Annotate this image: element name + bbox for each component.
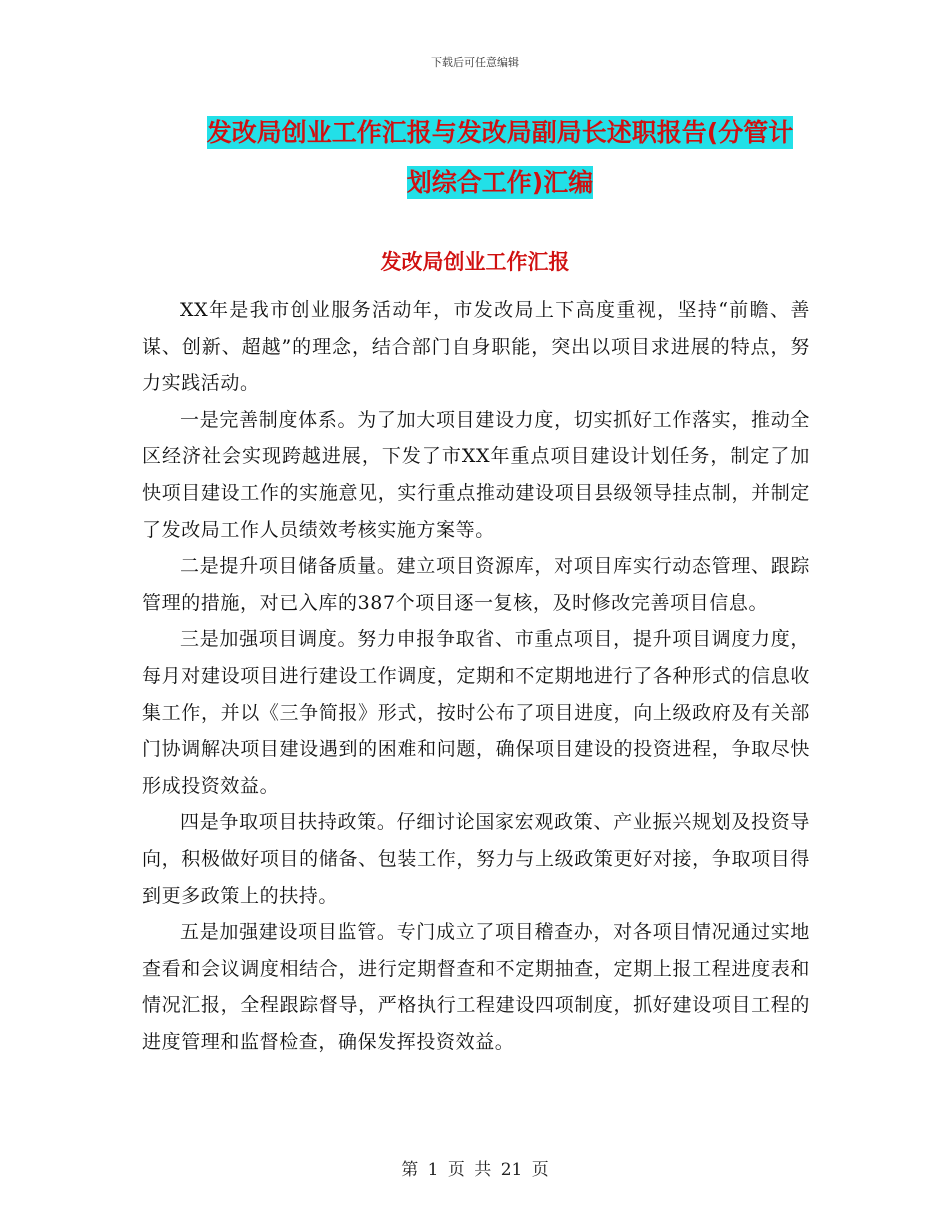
document-title-line-1: 发改局创业工作汇报与发改局副局长述职报告(分管计 <box>206 118 794 147</box>
paragraph: 四是争取项目扶持政策。仔细讨论国家宏观政策、产业振兴规划及投资导向，积极做好项目的储备、包装工作，努力与上级政策更好对接，争取项目得到更多政策上的扶持。 <box>142 811 810 907</box>
document-body <box>142 292 810 1060</box>
section-title: 发改局创业工作汇报 <box>380 250 570 274</box>
document-title-line-2: 划综合工作)汇编 <box>406 168 594 197</box>
paragraph: 二是提升项目储备质量。建立项目资源库，对项目库实行动态管理、跟踪管理的措施，对已入库的387个项目逐一复核，及时修改完善项目信息。 <box>142 555 810 614</box>
paragraph: 三是加强项目调度。努力申报争取省、市重点项目，提升项目调度力度，每月对建设项目进行建设工作调度，定期和不定期地进行了各种形式的信息收集工作，并以《三争简报》形式，按时公布了项目进度，向上级政府及有关部门协调解决项目建设遇到的困难和问题，确保项目建设的投资进程，争取尽快形成投资效益。 <box>142 628 810 797</box>
page-number: 第 1 页 共 21 页 <box>401 1160 549 1180</box>
paragraph: XX年是我市创业服务活动年，市发改局上下高度重视，坚持“前瞻、善谋、创新、超越”的理念，结合部门自身职能，突出以项目求进展的特点，努力实践活动。 <box>142 299 810 395</box>
document-title <box>150 108 850 208</box>
header-note: 下载后可任意编辑 <box>431 56 519 69</box>
paragraph: 一是完善制度体系。为了加大项目建设力度，切实抓好工作落实，推动全区经济社会实现跨越进展，下发了市XX年重点项目建设计划任务，制定了加快项目建设工作的实施意见，实行重点推动建设项目县级领导挂点制，并制定了发改局工作人员绩效考核实施方案等。 <box>142 408 810 541</box>
paragraph: 五是加强建设项目监管。专门成立了项目稽查办，对各项目情况通过实地查看和会议调度相结合，进行定期督查和不定期抽查，定期上报工程进度表和情况汇报，全程跟踪督导，严格执行工程建设四项制度，抓好建设项目工程的进度管理和监督检查，确保发挥投资效益。 <box>142 921 810 1053</box>
